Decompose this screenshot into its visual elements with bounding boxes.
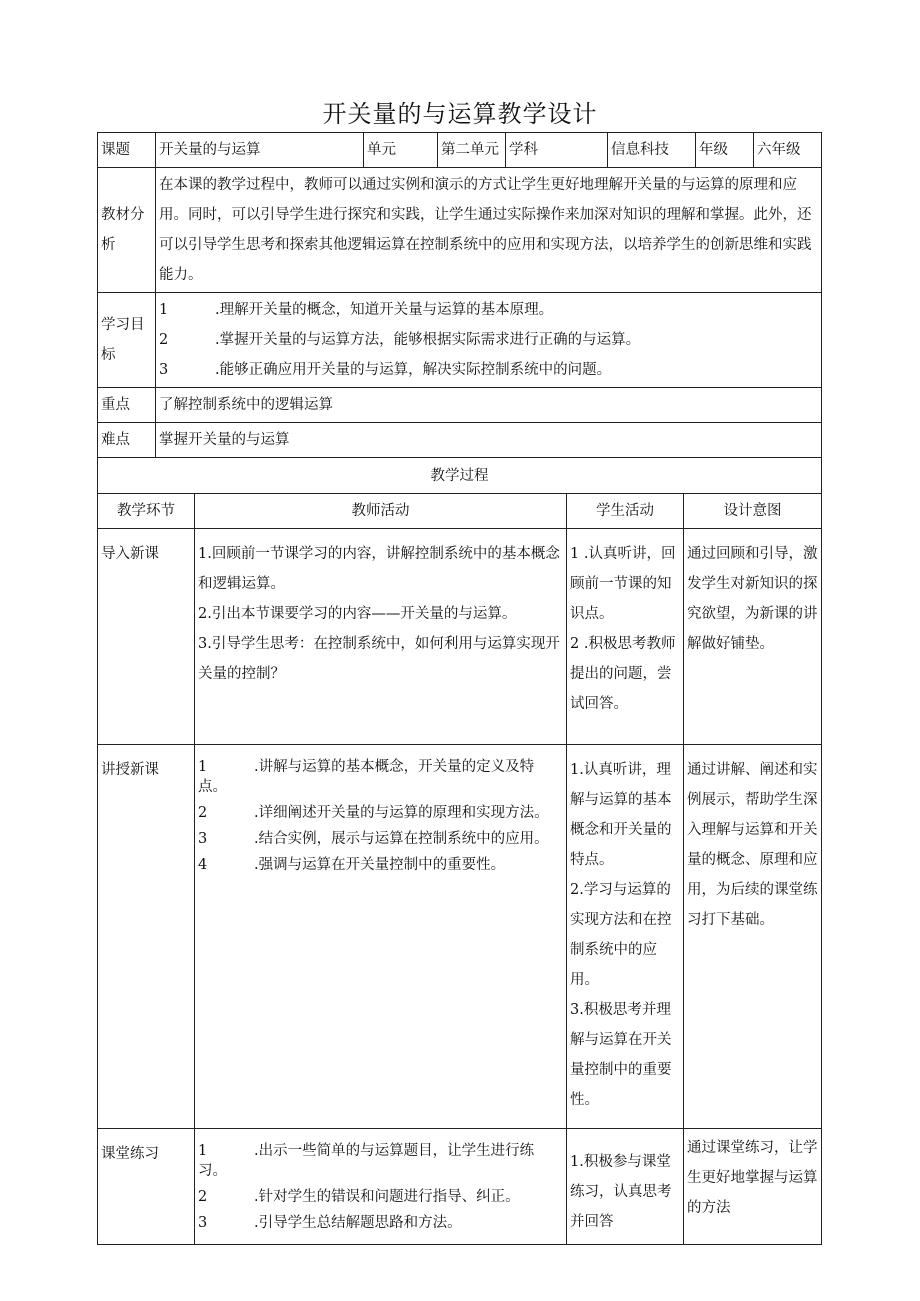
- stage-cell: 导入新课: [98, 529, 195, 745]
- key-point-text: 了解控制系统中的逻辑运算: [156, 388, 822, 423]
- stage-cell: 讲授新课: [98, 745, 195, 1129]
- table-row: [98, 1129, 822, 1245]
- objectives-row: [98, 293, 822, 388]
- column-header-stage: 教学环节: [98, 494, 195, 529]
- design-intent-cell: 通过课堂练习，让学生更好地掌握与运算的方法: [684, 1129, 822, 1245]
- student-activity-cell: [567, 745, 684, 1129]
- teacher-activity-item: 3 .结合实例，展示与运算在控制系统中的应用。: [198, 831, 549, 847]
- teacher-activity-item: 2 .针对学生的错误和问题进行指导、纠正。: [198, 1189, 520, 1205]
- student-activity-item: 1 .认真听讲，回顾前一节课的知识点。: [570, 546, 676, 622]
- difficulty-text: 掌握开关量的与运算: [156, 423, 822, 458]
- topic-label: 课题: [98, 133, 156, 168]
- column-header-student: 学生活动: [567, 494, 684, 529]
- teacher-activity-item: 3.引导学生思考：在控制系统中，如何利用与运算实现开关量的控制？: [198, 636, 560, 682]
- teacher-activity-cell: [195, 745, 567, 1129]
- topic-value: 开关量的与运算: [156, 133, 364, 168]
- grade-value: 六年级: [754, 133, 822, 168]
- subject-value: 信息科技: [608, 133, 696, 168]
- student-activity-item: 1.积极参与课堂练习，认真思考并回答: [570, 1154, 672, 1230]
- difficulty-label: 难点: [98, 423, 156, 458]
- table-row: [98, 529, 822, 745]
- key-point-label: 重点: [98, 388, 156, 423]
- objective-item: 2 .掌握开关量的与运算方法，能够根据实际需求进行正确的与运算。: [159, 332, 641, 348]
- process-header-row: [98, 494, 822, 529]
- process-table: [97, 493, 822, 1245]
- column-header-teacher: 教师活动: [195, 494, 567, 529]
- table-row: [98, 745, 822, 1129]
- process-title-row: [98, 458, 822, 494]
- student-activity-item: 2 .积极思考教师提出的问题，尝试回答。: [570, 636, 676, 712]
- student-activity-cell: [567, 529, 684, 745]
- process-title: 教学过程: [98, 458, 822, 494]
- difficulty-row: [98, 423, 822, 458]
- student-activity-item: 1.认真听讲，理解与运算的基本概念和开关量的特点。: [570, 762, 672, 868]
- header-row: [98, 133, 822, 168]
- unit-value: 第二单元: [438, 133, 506, 168]
- teacher-activity-item: 2 .详细阐述开关量的与运算的原理和实现方法。: [198, 805, 549, 821]
- grade-label: 年级: [696, 133, 754, 168]
- info-table: [97, 132, 822, 494]
- objectives-list: [156, 293, 822, 388]
- key-point-row: [98, 388, 822, 423]
- analysis-label: 教材分析: [98, 168, 156, 293]
- design-intent-cell: 通过回顾和引导，激发学生对新知识的探究欲望，为新课的讲解做好铺垫。: [684, 529, 822, 745]
- teacher-activity-cell: [195, 529, 567, 745]
- teacher-activity-item: 3 .引导学生总结解题思路和方法。: [198, 1215, 462, 1231]
- analysis-text: 在本课的教学过程中，教师可以通过实例和演示的方式让学生更好地理解开关量的与运算的原理和应用。同时，可以引导学生进行探究和实践，让学生通过实际操作来加深对知识的理解和掌握。此外，还可以引导学生思考和探索其他逻辑运算在控制系统中的应用和实现方法，以培养学生的创新思维和实践能力。: [156, 168, 822, 293]
- objective-item: 3 .能够正确应用开关量的与运算，解决实际控制系统中的问题。: [159, 362, 612, 378]
- subject-label: 学科: [506, 133, 608, 168]
- teacher-activity-item: 1 .出示一些简单的与运算题目，让学生进行练习。: [198, 1143, 535, 1179]
- student-activity-cell: [567, 1129, 684, 1245]
- column-header-intent: 设计意图: [684, 494, 822, 529]
- stage-cell: 课堂练习: [98, 1129, 195, 1245]
- objective-item: 1 .理解开关量的概念，知道开关量与运算的基本原理。: [159, 302, 554, 318]
- analysis-row: [98, 168, 822, 293]
- teacher-activity-item: 1 .讲解与运算的基本概念，开关量的定义及特点。: [198, 759, 535, 795]
- objectives-label: 学习目标: [98, 293, 156, 388]
- teacher-activity-item: 1.回顾前一节课学习的内容，讲解控制系统中的基本概念和逻辑运算。: [198, 546, 560, 592]
- teacher-activity-item: 2.引出本节课要学习的内容——开关量的与运算。: [198, 606, 517, 622]
- student-activity-item: 2.学习与运算的实现方法和在控制系统中的应用。: [570, 882, 672, 988]
- lesson-plan-document: [97, 132, 821, 1245]
- teacher-activity-item: 4 .强调与运算在开关量控制中的重要性。: [198, 857, 506, 873]
- design-intent-cell: 通过讲解、阐述和实例展示，帮助学生深入理解与运算和开关量的概念、原理和应用，为后续的课堂练习打下基础。: [684, 745, 822, 1129]
- teacher-activity-cell: [195, 1129, 567, 1245]
- page-title: 开关量的与运算教学设计: [322, 100, 598, 128]
- student-activity-item: 3.积极思考并理解与运算在开关量控制中的重要性。: [570, 1002, 672, 1108]
- unit-label: 单元: [364, 133, 438, 168]
